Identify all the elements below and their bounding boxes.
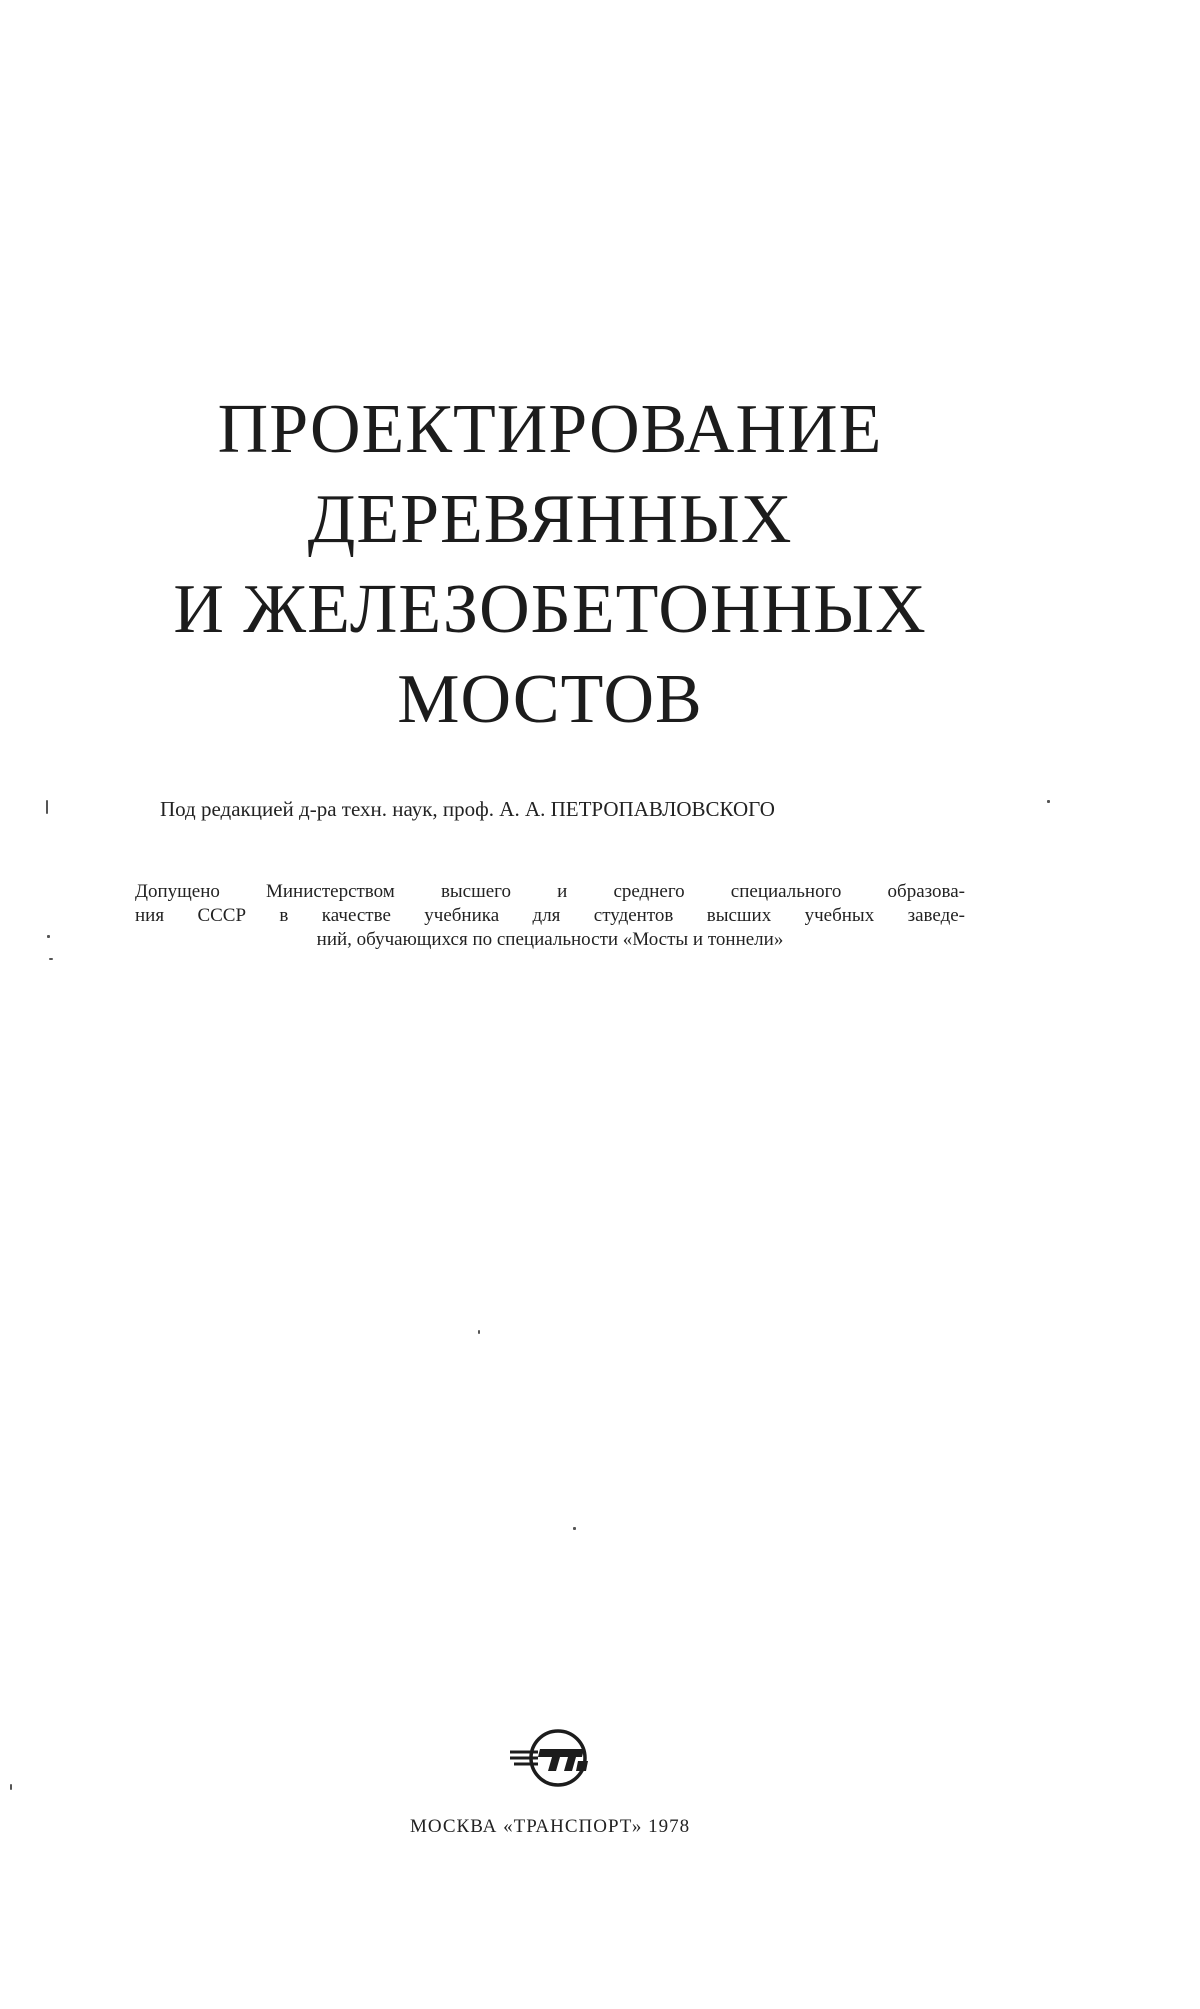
scan-speck (478, 1330, 480, 1334)
title-line-1: ПРОЕКТИРОВАНИЕ (217, 391, 883, 468)
scan-speck (46, 800, 48, 814)
scan-speck (573, 1527, 576, 1530)
ministry-approval-note (135, 880, 965, 952)
publisher-imprint: МОСКВА «ТРАНСПОРТ» 1978 (410, 1816, 691, 1837)
book-title (0, 385, 1100, 745)
transport-publisher-logo-icon (508, 1727, 598, 1789)
title-line-4: МОСТОВ (397, 661, 703, 738)
scan-speck (47, 935, 50, 938)
scan-speck (1047, 800, 1050, 803)
editor-credit: Под редакцией д-ра техн. наук, проф. А. А. ПЕТРОПАВЛОВСКОГО (160, 797, 775, 821)
title-line-3: И ЖЕЛЕЗОБЕТОННЫХ (173, 571, 927, 648)
scan-speck (10, 1784, 12, 1790)
title-line-2: ДЕРЕВЯННЫХ (307, 481, 793, 558)
approval-line-2: ния СССР в качестве учебника для студентов высших учебных заведе- (135, 905, 965, 926)
scan-speck (49, 958, 53, 960)
approval-line-3: ний, обучающихся по специальности «Мосты и тоннели» (316, 929, 784, 950)
approval-line-1: Допущено Министерством высшего и среднего специального образова- (135, 881, 965, 902)
